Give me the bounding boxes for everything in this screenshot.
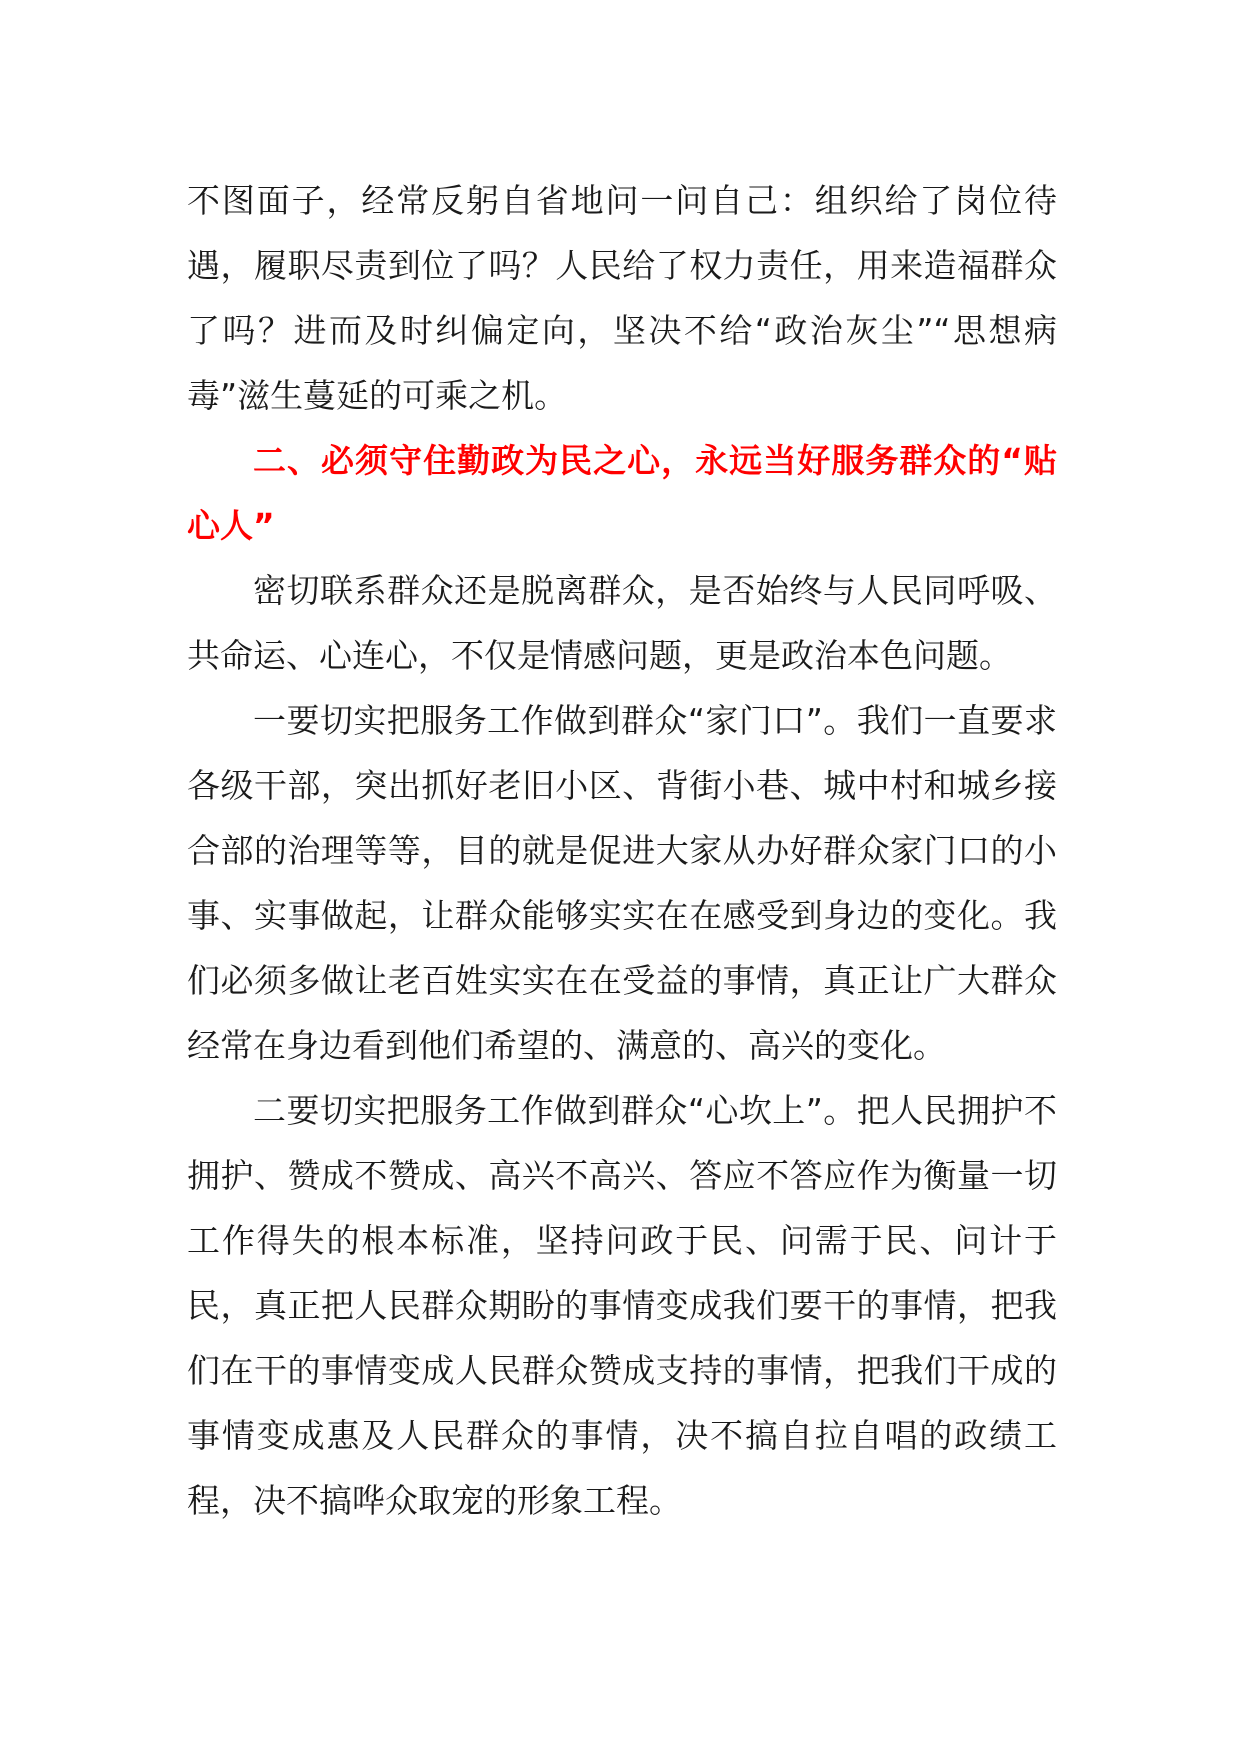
paragraph-point-one: 一要切实把服务工作做到群众“家门口”。我们一直要求各级干部，突出抓好老旧小区、背街小巷、城中村和城乡接合部的治理等等，目的就是促进大家从办好群众家门口的小事、实事做起，让群众能够实实在在感受到身边的变化。我们必须多做让老百姓实实在在受益的事情，真正让广大群众经常在身边看到他们希望的、满意的、高兴的变化。 [187,701,1057,1065]
document-body [187,168,1057,1533]
paragraph-continuation: 不图面子，经常反躬自省地问一问自己：组织给了岗位待遇，履职尽责到位了吗？人民给了权力责任，用来造福群众了吗？进而及时纠偏定向，坚决不给“政治灰尘”“思想病毒”滋生蔓延的可乘之机。 [187,181,1057,415]
paragraph-point-two: 二要切实把服务工作做到群众“心坎上”。把人民拥护不拥护、赞成不赞成、高兴不高兴、答应不答应作为衡量一切工作得失的根本标准，坚持问政于民、问需于民、问计于民，真正把人民群众期盼的事情变成我们要干的事情，把我们在干的事情变成人民群众赞成支持的事情，把我们干成的事情变成惠及人民群众的事情，决不搞自拉自唱的政绩工程，决不搞哗众取宠的形象工程。 [187,1091,1057,1520]
section-heading: 二、必须守住勤政为民之心，永远当好服务群众的“贴心人” [187,441,1057,545]
paragraph-intro: 密切联系群众还是脱离群众，是否始终与人民同呼吸、共命运、心连心，不仅是情感问题，更是政治本色问题。 [187,571,1057,675]
